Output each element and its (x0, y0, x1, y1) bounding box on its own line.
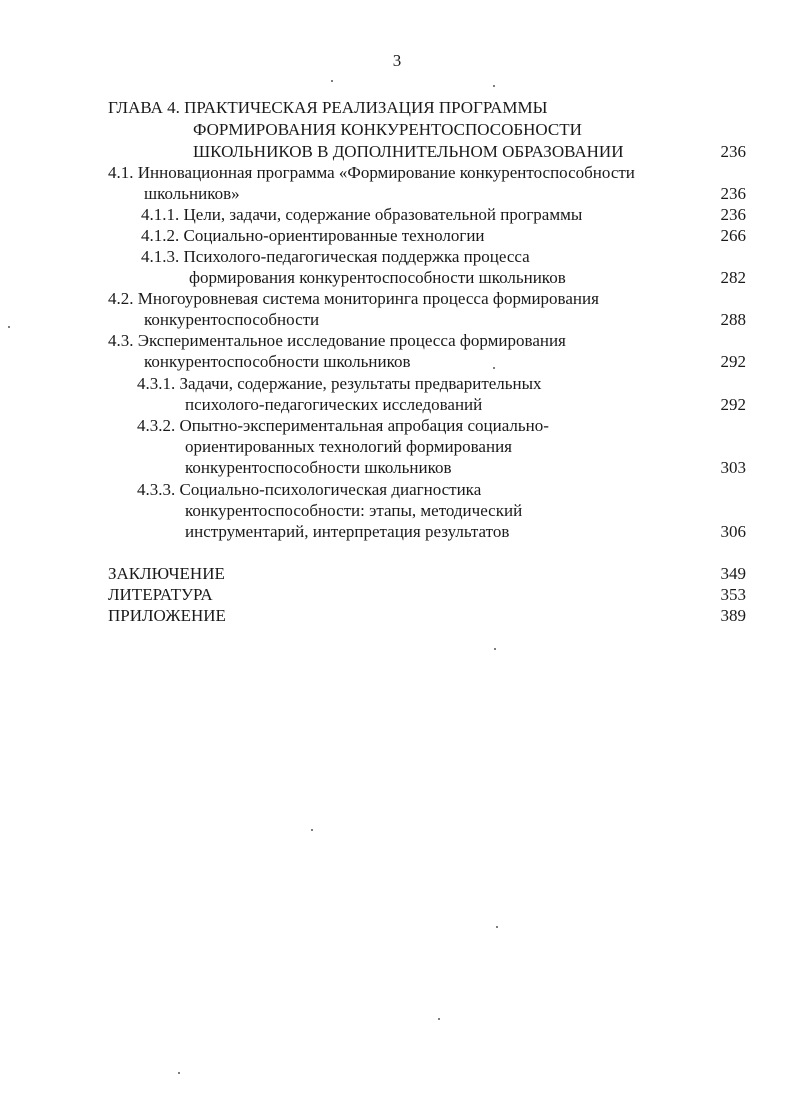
scan-speck (311, 829, 313, 831)
toc-entry-text: ПРИЛОЖЕНИЕ (108, 606, 226, 625)
toc-entry-page: 288 (720, 310, 746, 329)
toc-entry-text: 4.1.2. Социально-ориентированные технологии (141, 226, 485, 245)
toc-entry-text: 4.3.3. Социально-психологическая диагностика (137, 480, 482, 499)
toc-entry-page: 236 (720, 184, 746, 203)
page-number: 3 (392, 51, 402, 70)
scan-speck (494, 648, 496, 650)
chapter-4-page: 236 (720, 142, 746, 161)
chapter-title-line-1: ГЛАВА 4. ПРАКТИЧЕСКАЯ РЕАЛИЗАЦИЯ ПРОГРАММЫ (108, 98, 548, 117)
scan-speck (493, 85, 495, 87)
toc-entry-page: 266 (720, 226, 746, 245)
toc-entry-text: конкурентоспособности школьников (144, 352, 411, 371)
toc-entry-text: ориентированных технологий формирования (185, 437, 512, 456)
toc-entry-text: 4.1.3. Психолого-педагогическая поддержка процесса (141, 247, 530, 266)
toc-entry-text: ЛИТЕРАТУРА (108, 585, 213, 604)
toc-entry-text: конкурентоспособности (144, 310, 320, 329)
scan-speck (493, 367, 495, 369)
toc-entry-text: 4.1.1. Цели, задачи, содержание образовательной программы (141, 205, 583, 224)
toc-entry-text: школьников» (144, 184, 240, 203)
toc-entry-text: конкурентоспособности школьников (185, 458, 452, 477)
chapter-title-line-3: ШКОЛЬНИКОВ В ДОПОЛНИТЕЛЬНОМ ОБРАЗОВАНИИ (193, 142, 624, 161)
toc-entry-page: 349 (720, 564, 746, 583)
toc-entry-page: 236 (720, 205, 746, 224)
toc-entry-text: формирования конкурентоспособности школьников (189, 268, 566, 287)
scan-speck (8, 326, 10, 328)
toc-entry-page: 353 (720, 585, 746, 604)
toc-entry-text: инструментарий, интерпретация результатов (185, 522, 510, 541)
toc-entry-page: 303 (720, 458, 746, 477)
toc-entry-page: 292 (720, 395, 746, 414)
toc-entry-page: 389 (720, 606, 746, 625)
toc-entry-text: 4.1. Инновационная программа «Формирование конкурентоспособности (108, 163, 635, 182)
chapter-title-line-2: ФОРМИРОВАНИЯ КОНКУРЕНТОСПОСОБНОСТИ (193, 120, 582, 139)
toc-entry-text: 4.3.1. Задачи, содержание, результаты предварительных (137, 374, 542, 393)
scan-speck (496, 926, 498, 928)
scan-speck (331, 80, 333, 82)
toc-entry-text: 4.3.2. Опытно-экспериментальная апробация социально- (137, 416, 549, 435)
toc-entry-page: 282 (720, 268, 746, 287)
toc-entry-page: 306 (720, 522, 746, 541)
scan-speck (178, 1072, 180, 1074)
toc-entry-page: 292 (720, 352, 746, 371)
toc-entry-text: ЗАКЛЮЧЕНИЕ (108, 564, 225, 583)
scan-speck (438, 1018, 440, 1020)
toc-entry-text: психолого-педагогических исследований (185, 395, 483, 414)
toc-entry-text: 4.2. Многоуровневая система мониторинга процесса формирования (108, 289, 599, 308)
toc-entry-text: конкурентоспособности: этапы, методический (185, 501, 523, 520)
toc-entry-text: 4.3. Экспериментальное исследование процесса формирования (108, 331, 566, 350)
